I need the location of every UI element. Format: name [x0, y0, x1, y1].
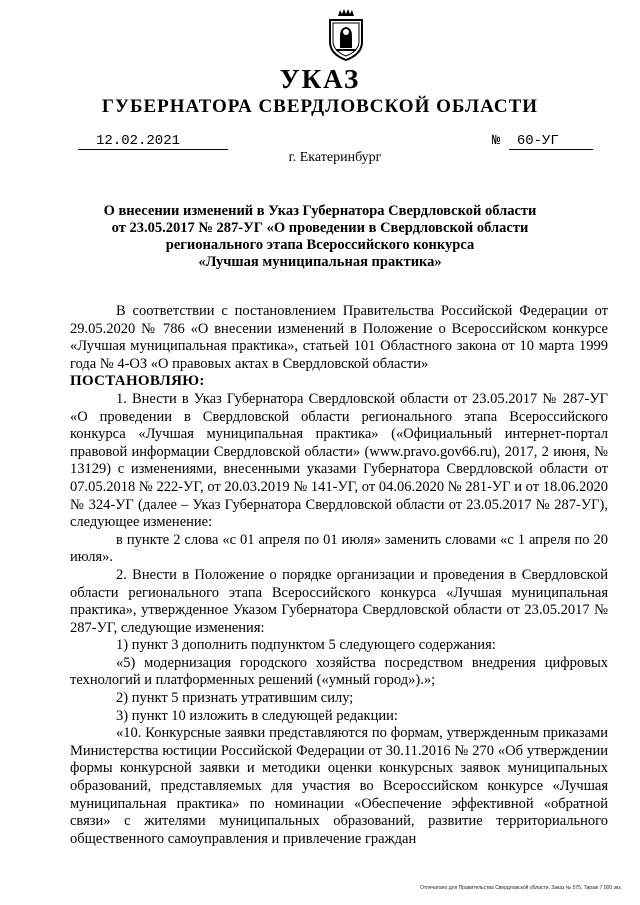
city: г. Екатеринбург: [288, 150, 382, 165]
paragraph-2-item-3-text: «10. Конкурсные заявки представляются по формам, утвержденным приказами Министерства юстиции Российской Федерации от 30.11.2016 № 270 «Об утверждении формы конкурсной заявки и методики оценки конкурсных заявок муниципальных образований, представляемых для участия во Всероссийском конкурсе «Лучшая муниципальная практика» по номинации «Обеспечение эффективной «обратной связи» с жителями муниципальных образований, развитие территориального общественного самоуправления и привлечение граждан: [70, 725, 608, 847]
paragraph-2-item-3: 3) пункт 10 изложить в следующей редакции:: [116, 707, 398, 724]
number-sign: №: [492, 133, 501, 149]
decree-heading: ПОСТАНОВЛЯЮ:: [70, 373, 205, 390]
document-type: УКАЗ: [279, 64, 361, 94]
document-title: [70, 203, 570, 271]
document-body: [70, 303, 608, 848]
paragraph-2-item-1-text: «5) модернизация городского хозяйства посредством внедрения цифровых технологий и платформенных решений («умный город»).»;: [70, 654, 608, 689]
paragraph-2: 2. Внести в Положение о порядке организации и проведения в Свердловской области регионального этапа Всероссийского конкурса «Лучшая муниципальная практика», утвержденное Указом Губернатора Свердловской области от 23.05.2017 № 287-УГ, следующие изменения:: [70, 566, 608, 636]
paragraph-1: 1. Внести в Указ Губернатора Свердловской области от 23.05.2017 № 287-УГ «О проведении в Свердловской области регионального этапа Всероссийского конкурса «Лучшая муниципальная практика» («Официальный интернет-портал правовой информации Свердловской области» (www.pravo.gov66.ru), 2017, 2 июня, № 13129) с изменениями, внесенными указами Губернатора Свердловской области от 07.05.2018 № 222-УГ, от 20.03.2019 № 141-УГ, от 04.06.2020 № 281-УГ и от 18.06.2020 № 324-УГ (далее – Указ Губернатора Свердловской области от 23.05.2017 № 287-УГ), следующее изменение:: [70, 390, 608, 531]
paragraph-1-amendment: в пункте 2 слова «с 01 апреля по 01 июля» заменить словами «с 1 апреля по 20 июля».: [70, 531, 608, 566]
document-number-field: [492, 133, 604, 150]
document-date: 12.02.2021: [78, 133, 228, 150]
paragraph-2-item-1: 1) пункт 3 дополнить подпунктом 5 следующего содержания:: [116, 637, 496, 654]
paragraph-2-item-2: 2) пункт 5 признать утратившим силу;: [116, 690, 354, 707]
coat-of-arms-icon: [324, 8, 368, 62]
preamble-paragraph: В соответствии с постановлением Правительства Российской Федерации от 29.05.2020 № 786 «О внесении изменений в Положение о Всероссийском конкурсе «Лучшая муниципальная практика», статьей 101 Областного закона от 10 марта 1999 года № 4-ОЗ «О правовых актах в Свердловской области»: [70, 303, 608, 372]
print-footer: Отпечатано для Правительства Свердловской области. Заказ № 575. Тираж 7 000 экз.: [420, 885, 622, 891]
title-line: от 23.05.2017 № 287-УГ «О проведении в Свердловской области: [111, 220, 529, 236]
title-line: О внесении изменений в Указ Губернатора Свердловской области: [103, 203, 537, 219]
document-number: 60-УГ: [509, 133, 593, 150]
issuer-name: ГУБЕРНАТОРА СВЕРДЛОВСКОЙ ОБЛАСТИ: [101, 96, 539, 117]
title-line: «Лучшая муниципальная практика»: [198, 254, 442, 270]
title-line: регионального этапа Всероссийского конкурса: [165, 237, 475, 253]
